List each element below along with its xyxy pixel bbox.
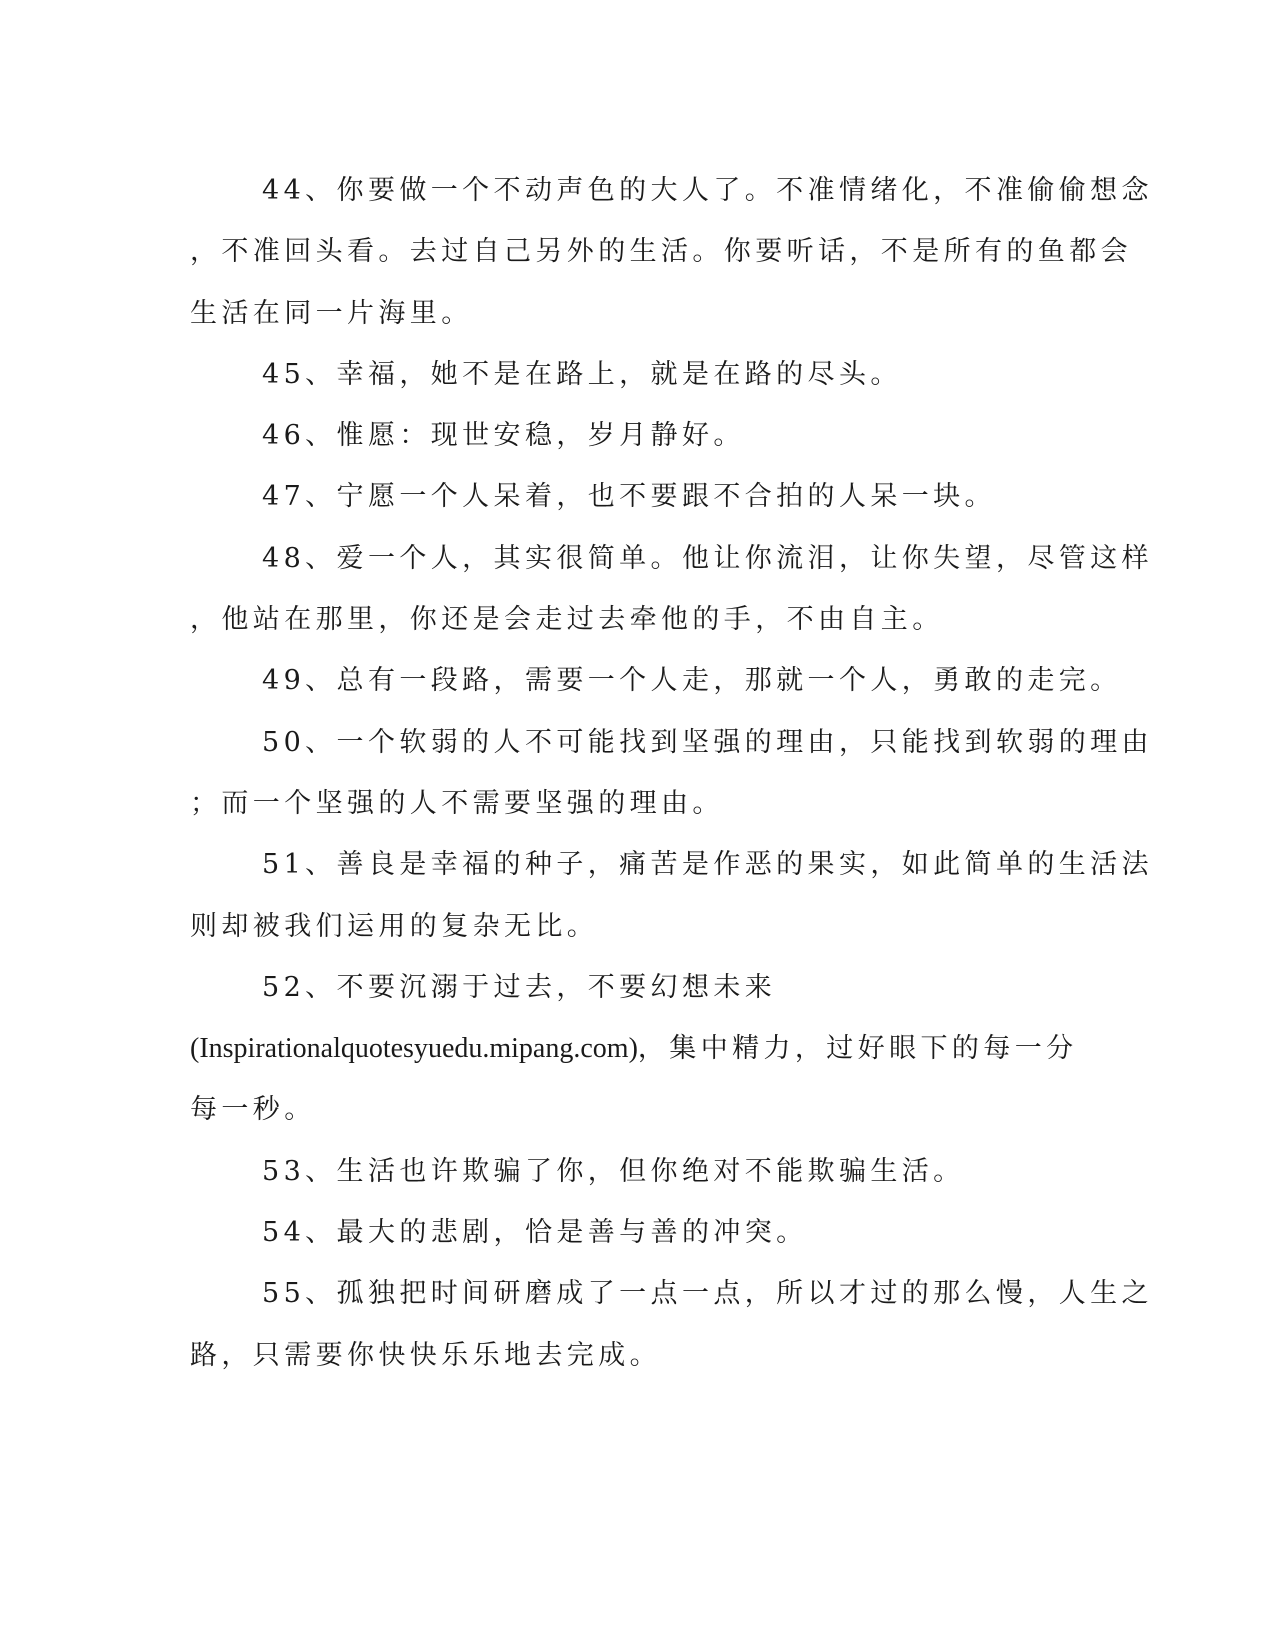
text-line: 50、一个软弱的人不可能找到坚强的理由，只能找到软弱的理由	[262, 726, 1153, 758]
url-text: (Inspirationalquotesyuedu.mipang.com)	[190, 1033, 638, 1065]
text-line: 53、生活也许欺骗了你，但你绝对不能欺骗生活。	[262, 1155, 965, 1187]
text-line: ，他站在那里，你还是会走过去牵他的手，不由自主。	[190, 604, 944, 636]
text-line: 45、幸福，她不是在路上，就是在路的尽头。	[262, 358, 902, 390]
text-line: 52、不要沉溺于过去，不要幻想未来	[262, 971, 777, 1003]
text-line: 则却被我们运用的复杂无比。	[190, 910, 599, 942]
text-line-rest: ，集中精力，过好眼下的每一分	[637, 1033, 1078, 1065]
text-line: ，不准回头看。去过自己另外的生活。你要听话，不是所有的鱼都会	[190, 236, 1132, 268]
text-line: 51、善良是幸福的种子，痛苦是作恶的果实，如此简单的生活法	[262, 849, 1153, 881]
text-line: 生活在同一片海里。	[190, 297, 473, 329]
text-line-with-url	[190, 1018, 1078, 1079]
text-line: 路，只需要你快快乐乐地去完成。	[190, 1339, 661, 1371]
text-line: 46、惟愿：现世安稳，岁月静好。	[262, 420, 745, 452]
text-line: 49、总有一段路，需要一个人走，那就一个人，勇敢的走完。	[262, 665, 1122, 697]
document-body	[190, 160, 1153, 1386]
text-line: 48、爱一个人，其实很简单。他让你流泪，让你失望，尽管这样	[262, 542, 1153, 574]
text-line: 44、你要做一个不动声色的大人了。不准情绪化，不准偷偷想念	[262, 175, 1153, 206]
text-line: ；而一个坚强的人不需要坚强的理由。	[190, 787, 724, 819]
text-line: 每一秒。	[190, 1094, 316, 1126]
text-line: 54、最大的悲剧，恰是善与善的冲突。	[262, 1217, 808, 1249]
text-line: 55、孤独把时间研磨成了一点一点，所以才过的那么慢，人生之	[262, 1278, 1153, 1310]
text-line: 47、宁愿一个人呆着，也不要跟不合拍的人呆一块。	[262, 481, 996, 513]
